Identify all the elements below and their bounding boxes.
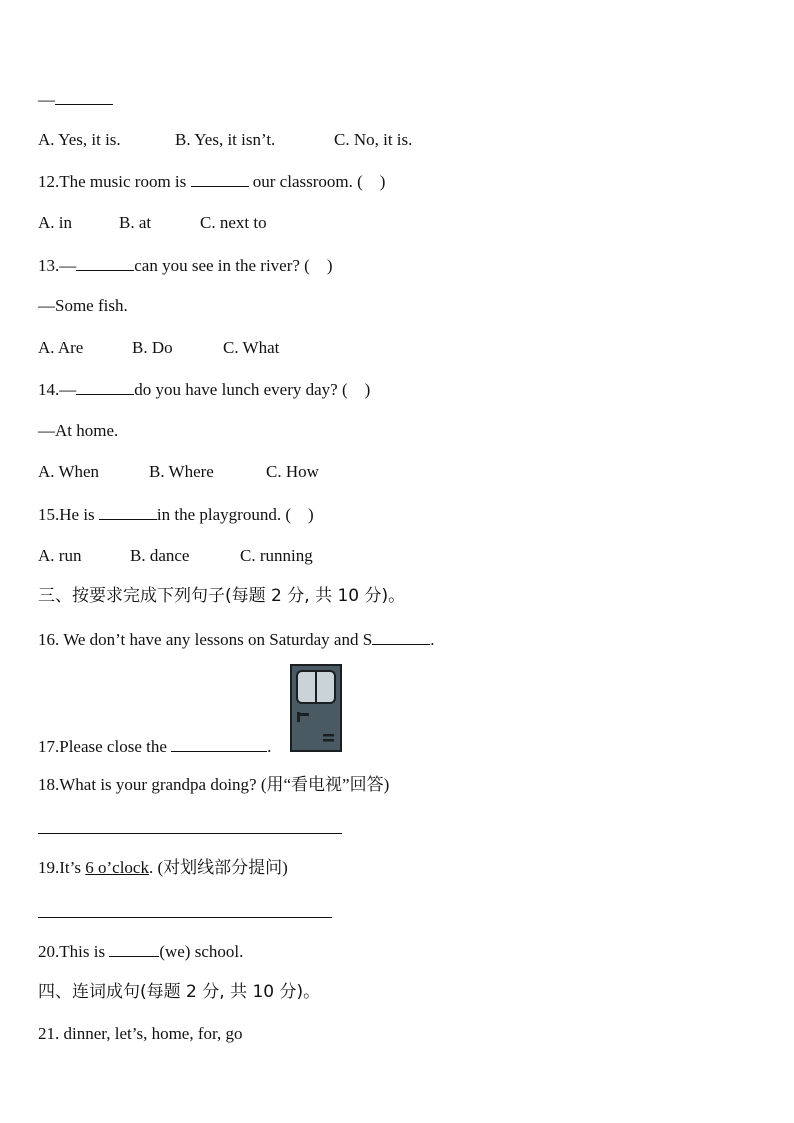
q14-text-after: do you have lunch every day? ( ) — [134, 380, 371, 399]
q12-options — [38, 212, 267, 234]
q11-option-a[interactable]: A. Yes, it is. — [38, 130, 121, 149]
q20-blank[interactable] — [109, 940, 159, 957]
q13-option-c[interactable]: C. What — [223, 338, 280, 357]
door-icon — [290, 664, 342, 752]
q20-text-after: (we) school. — [159, 942, 244, 961]
q14-question — [38, 378, 370, 401]
q14-option-c[interactable]: C. How — [266, 462, 319, 481]
q19-text-before: 19.It’s — [38, 858, 86, 877]
q14-blank[interactable] — [76, 378, 134, 395]
q12-option-a[interactable]: A. in — [38, 213, 72, 232]
q13-options — [38, 337, 279, 359]
q19-text-after: . (对划线部分提问) — [148, 858, 288, 877]
q20-text-before: 20.This is — [38, 942, 110, 961]
q14-answer: —At home. — [38, 421, 119, 440]
q16-question — [38, 628, 434, 651]
q12-text-before: 12.The music room is — [38, 172, 191, 191]
section-4-heading: 四、连词成句(每题 2 分, 共 10 分)。 — [38, 982, 321, 1002]
q16-text-after: . — [430, 630, 435, 649]
q12-option-b[interactable]: B. at — [119, 213, 152, 232]
q21-question: 21. dinner, let’s, home, for, go — [38, 1024, 243, 1043]
q16-blank[interactable] — [372, 628, 430, 645]
q14-option-b[interactable]: B. Where — [149, 462, 214, 481]
q19-underlined-part: 6 o’clock — [85, 858, 149, 877]
q12-option-c[interactable]: C. next to — [200, 213, 267, 232]
q14-option-a[interactable]: A. When — [38, 462, 100, 481]
q17-blank[interactable] — [171, 735, 267, 752]
q17-question — [38, 735, 271, 758]
q13-option-a[interactable]: A. Are — [38, 338, 84, 357]
q11-options — [38, 129, 412, 151]
q18-answer-line[interactable] — [38, 833, 342, 834]
q11-option-b[interactable]: B. Yes, it isn’t. — [175, 130, 276, 149]
q13-text-before: 13.— — [38, 256, 77, 275]
q15-option-c[interactable]: C. running — [240, 546, 313, 565]
q11-blank[interactable] — [55, 88, 113, 105]
q15-question — [38, 503, 314, 526]
q19-answer-line[interactable] — [38, 917, 332, 918]
q11-option-c[interactable]: C. No, it is. — [334, 130, 413, 149]
q13-question — [38, 254, 333, 277]
q13-text-after: can you see in the river? ( ) — [134, 256, 333, 275]
q12-text-after: our classroom. ( ) — [248, 172, 386, 191]
q12-question — [38, 170, 385, 193]
q15-options — [38, 545, 313, 567]
q18-question: 18.What is your grandpa doing? (用“看电视”回答) — [38, 775, 390, 794]
q15-option-a[interactable]: A. run — [38, 546, 82, 565]
q12-blank[interactable] — [191, 170, 249, 187]
q14-text-before: 14.— — [38, 380, 77, 399]
q13-blank[interactable] — [76, 254, 134, 271]
q14-options — [38, 461, 319, 483]
q13-option-b[interactable]: B. Do — [132, 338, 173, 357]
q11-answer-line — [38, 88, 113, 111]
section-3-heading: 三、按要求完成下列句子(每题 2 分, 共 10 分)。 — [38, 586, 406, 606]
q19-question — [38, 857, 288, 879]
q15-text-before: 15.He is — [38, 505, 99, 524]
q15-text-after: in the playground. ( ) — [156, 505, 314, 524]
q11-dash: — — [38, 90, 55, 109]
q15-option-b[interactable]: B. dance — [130, 546, 190, 565]
q16-text-before: 16. We don’t have any lessons on Saturday and S — [38, 630, 373, 649]
q17-text-before: 17.Please close the — [38, 737, 172, 756]
q13-answer: —Some fish. — [38, 296, 128, 315]
q17-text-after: . — [267, 737, 272, 756]
q20-question — [38, 940, 243, 963]
q15-blank[interactable] — [99, 503, 157, 520]
